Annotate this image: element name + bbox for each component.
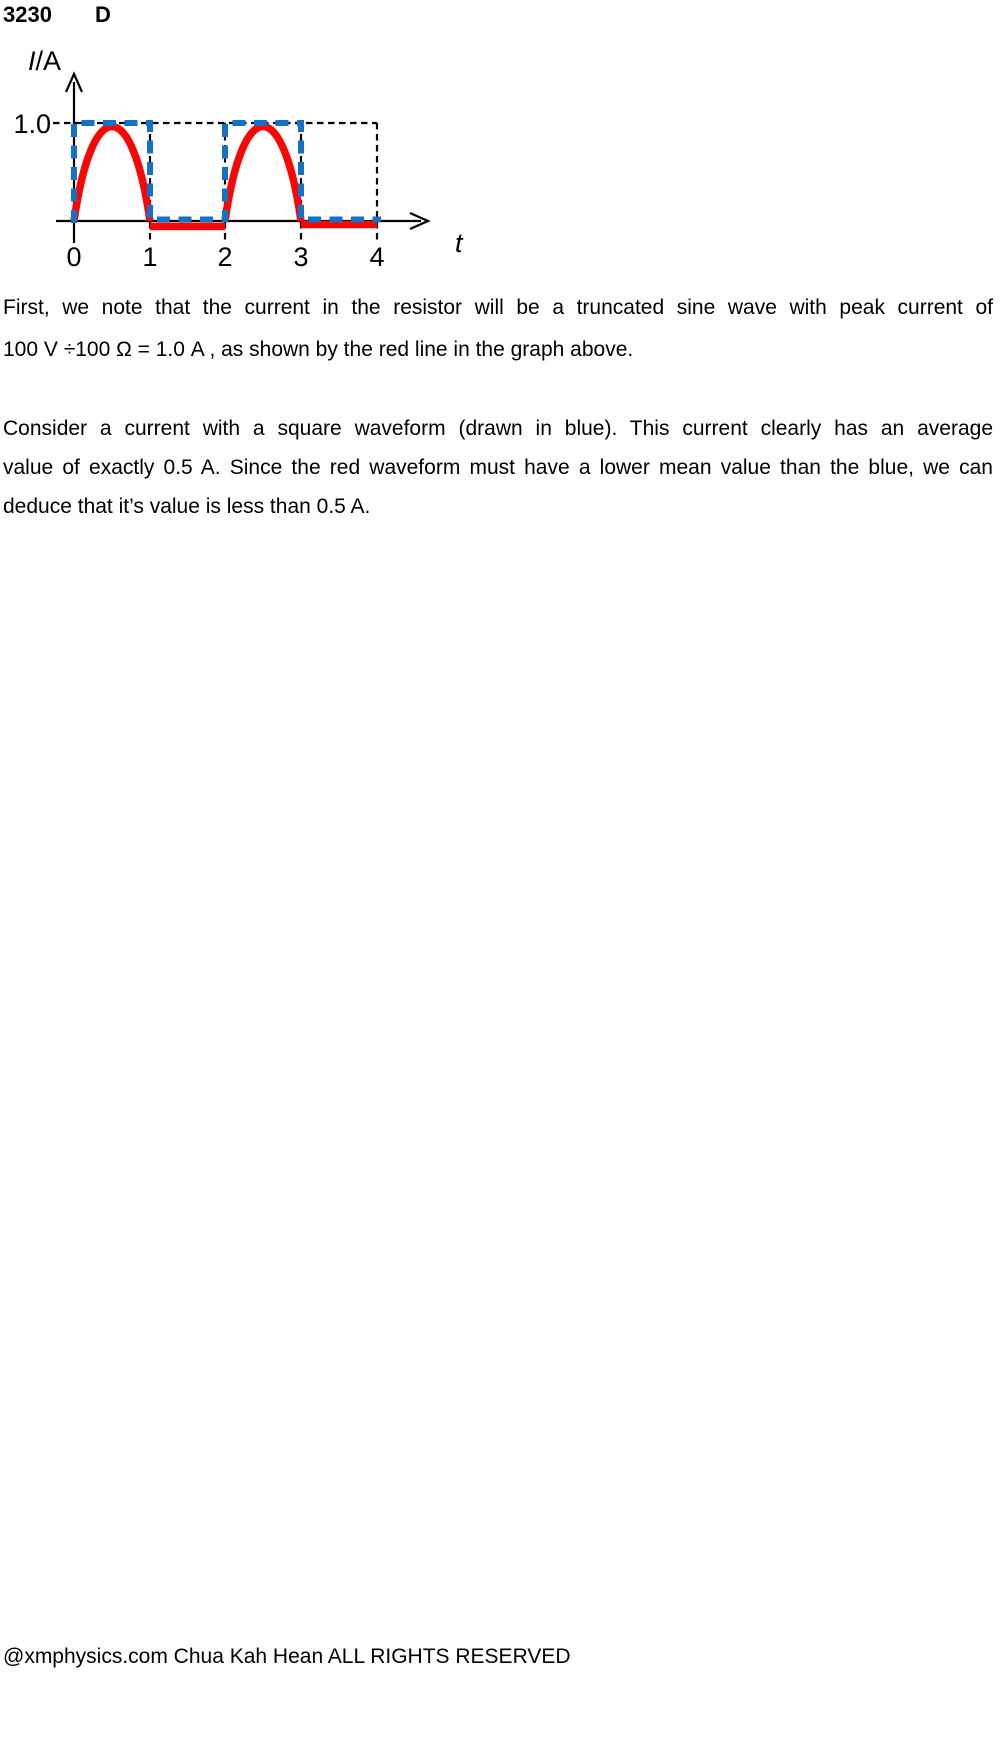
paragraph-line: value of exactly 0.5 A. Since the red waveform must have a lower mean value than the blue, we can: [3, 456, 993, 479]
copyright-footer: @xmphysics.com Chua Kah Hean ALL RIGHTS RESERVED: [3, 1645, 571, 1668]
x-tick-label-4: 4: [369, 242, 385, 272]
x-tick-label-0: 0: [66, 242, 82, 272]
paragraph-line: First, we note that the current in the resistor will be a truncated sine wave with peak current of: [3, 296, 993, 319]
solution-paragraph-2: [3, 409, 993, 526]
paragraph-line: Consider a current with a square waveform (drawn in blue). This current clearly has an average: [3, 417, 993, 440]
question-heading: [3, 2, 403, 28]
x-tick-label-3: 3: [293, 242, 309, 272]
question-number: 3230: [3, 2, 52, 27]
paragraph-line: deduce that it’s value is less than 0.5 A.: [3, 495, 371, 518]
current-waveform-figure: [0, 40, 500, 280]
x-tick-label-1: 1: [142, 242, 158, 272]
waveform-chart: [0, 40, 500, 280]
y-axis-label: I/A: [28, 46, 62, 76]
answer-letter: D: [95, 2, 111, 27]
x-axis-label: t: [455, 228, 463, 258]
x-tick-label-2: 2: [217, 242, 233, 272]
solution-paragraph-1: [3, 287, 993, 371]
y-tick-label-1.0: 1.0: [13, 109, 51, 139]
paragraph-line: 100 V ÷100 Ω = 1.0 A , as shown by the red line in the graph above.: [3, 338, 634, 361]
